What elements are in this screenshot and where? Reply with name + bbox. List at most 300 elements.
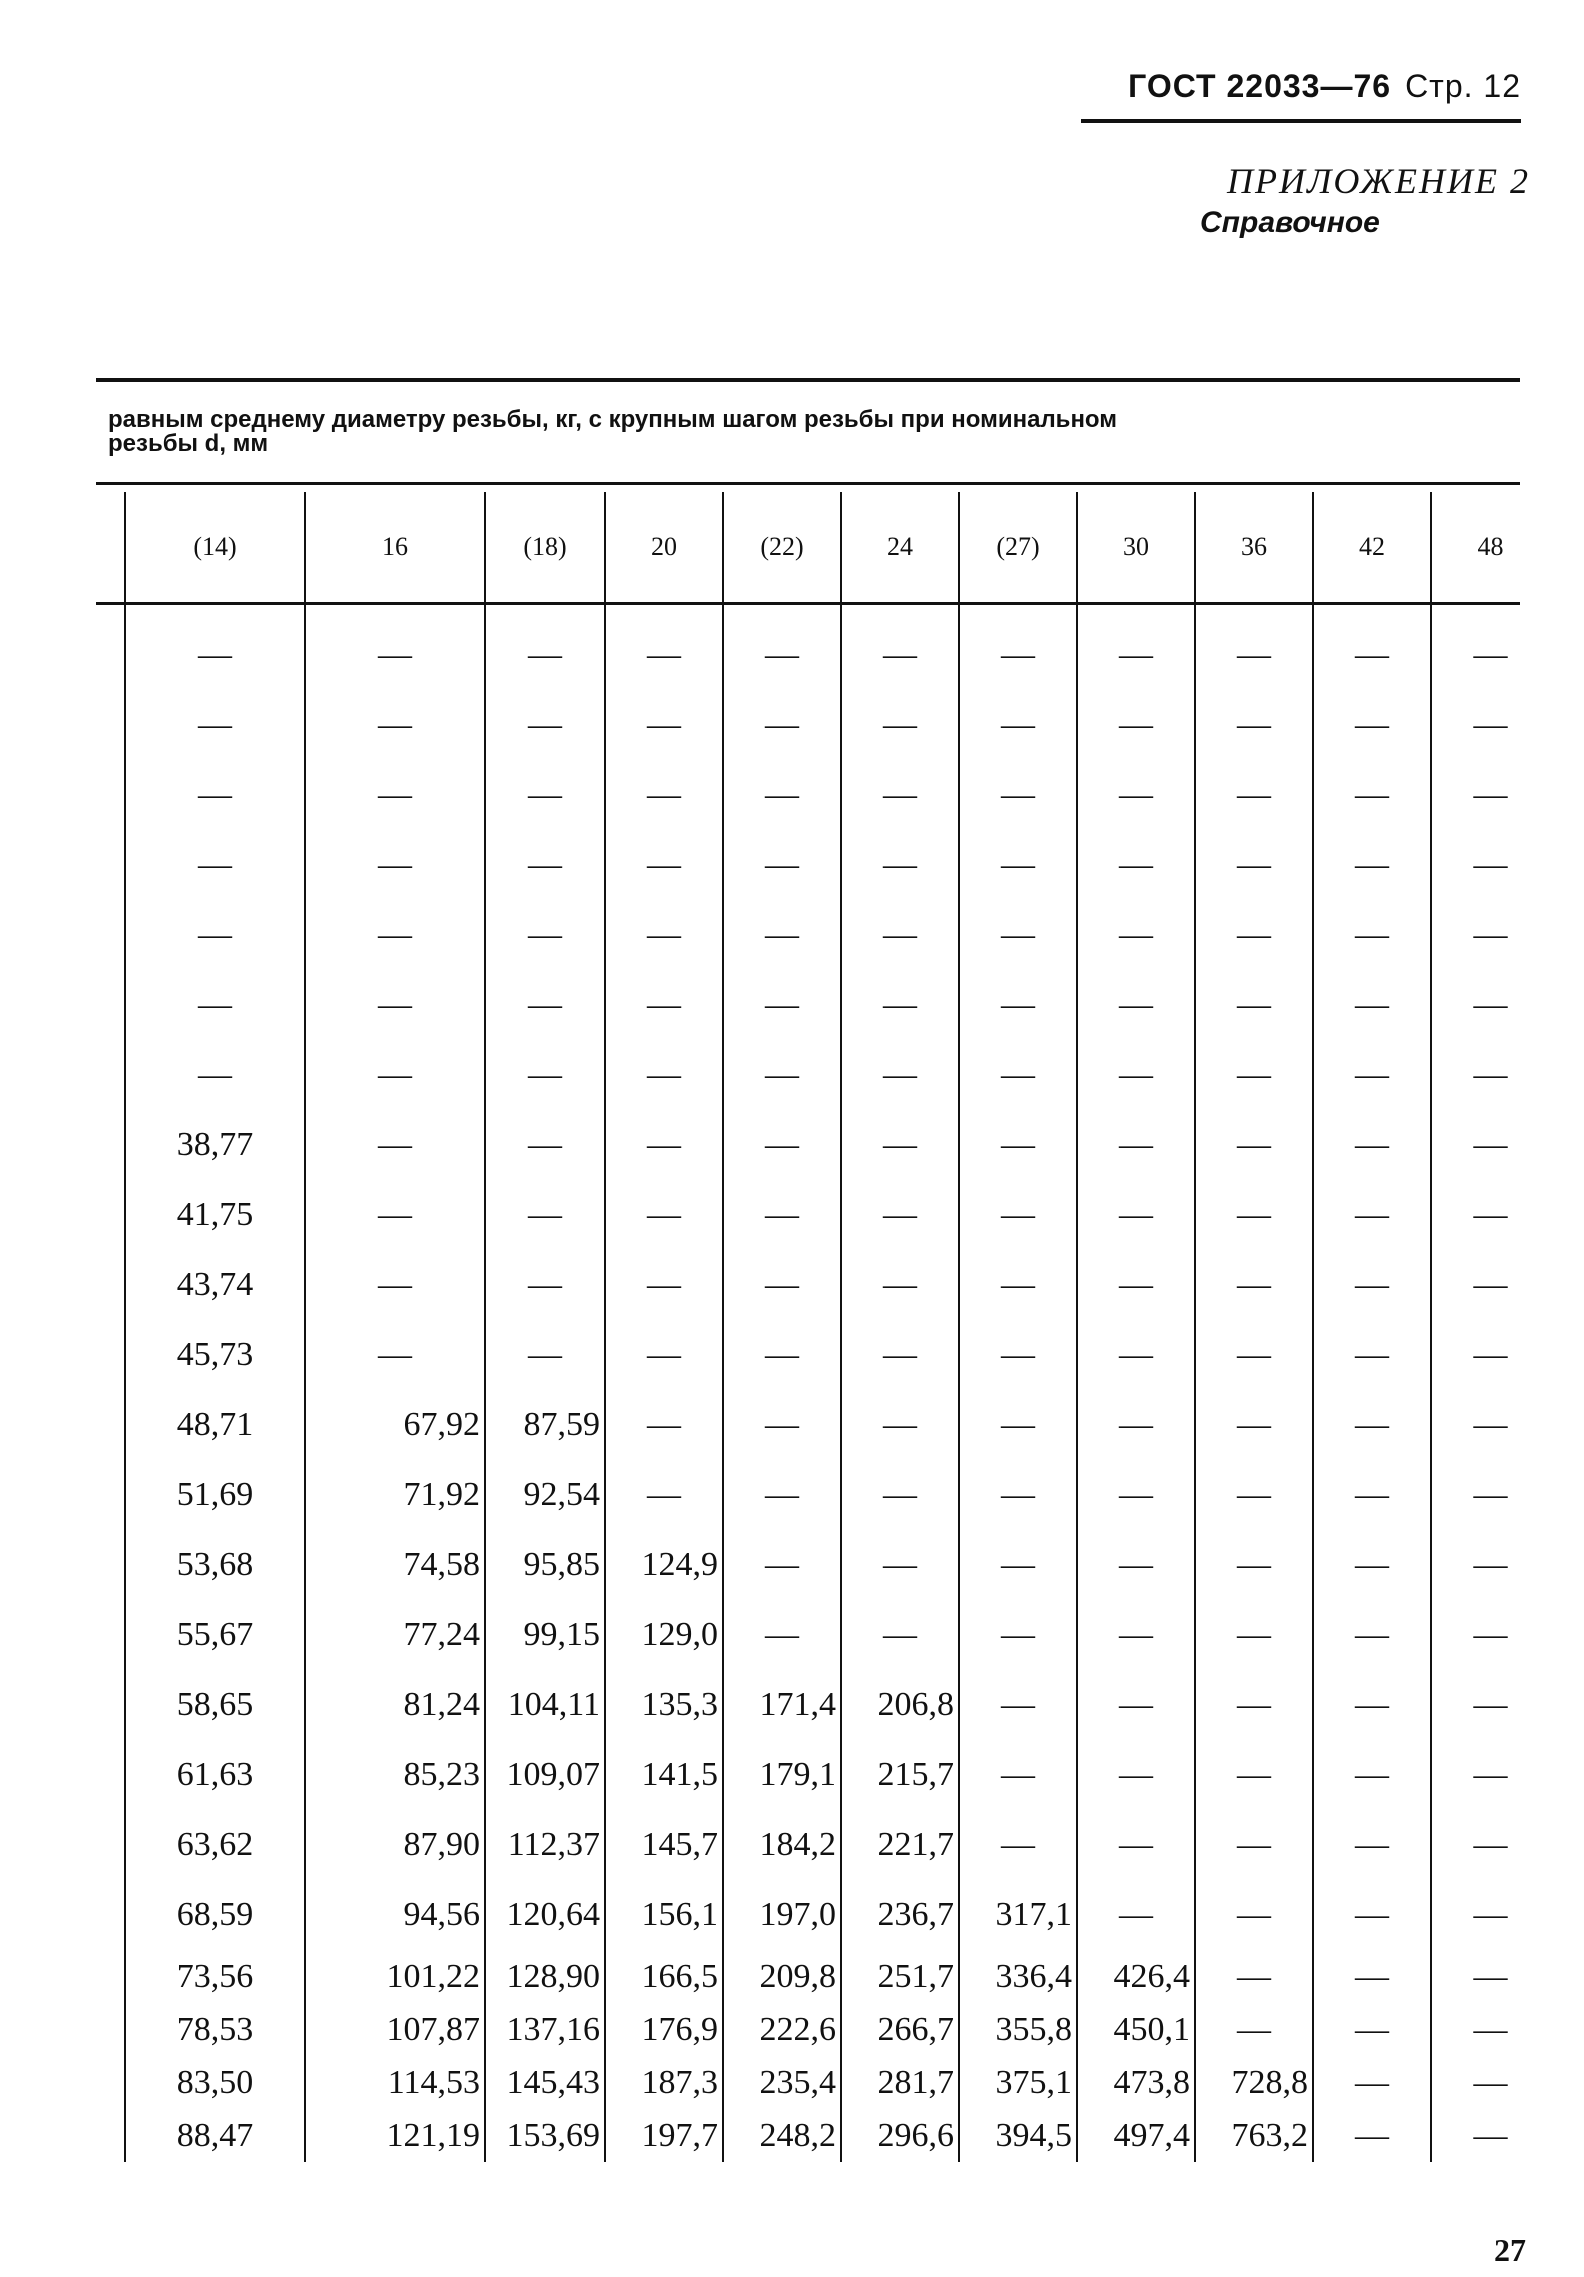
- table-cell: —: [485, 1110, 605, 1180]
- appendix-subtitle: Справочное: [1200, 206, 1380, 239]
- table-cell: —: [1077, 900, 1195, 970]
- table-cell: —: [1195, 970, 1313, 1040]
- table-row: [125, 2003, 1549, 2056]
- table-cell: 87,90: [305, 1810, 485, 1880]
- table-cell: 187,3: [605, 2056, 723, 2109]
- table-cell: 141,5: [605, 1740, 723, 1810]
- table-cell: —: [1195, 1320, 1313, 1390]
- table-cell: 166,5: [605, 1950, 723, 2003]
- spacer-cell: [605, 602, 723, 620]
- table-cell: 473,8: [1077, 2056, 1195, 2109]
- table-cell: —: [1195, 1460, 1313, 1530]
- table-cell: —: [1077, 1390, 1195, 1460]
- table-cell: —: [1431, 1040, 1549, 1110]
- table-cell: 94,56: [305, 1880, 485, 1950]
- table-cell: —: [1313, 1320, 1431, 1390]
- table-cell: —: [1195, 1810, 1313, 1880]
- column-header: (18): [485, 492, 605, 602]
- table-cell: —: [1077, 970, 1195, 1040]
- table-cell: —: [959, 690, 1077, 760]
- table-cell: 120,64: [485, 1880, 605, 1950]
- table-cell: —: [1077, 1530, 1195, 1600]
- table-cell: 763,2: [1195, 2109, 1313, 2162]
- table-cell: —: [959, 1390, 1077, 1460]
- table-cell: —: [125, 830, 305, 900]
- table-cell: 266,7: [841, 2003, 959, 2056]
- table-cell: —: [605, 1180, 723, 1250]
- table-cell: 55,67: [125, 1600, 305, 1670]
- table-cell: —: [1431, 900, 1549, 970]
- table-cell: —: [605, 620, 723, 690]
- table-cell: 74,58: [305, 1530, 485, 1600]
- table-row: [125, 1600, 1549, 1670]
- table-cell: —: [605, 1110, 723, 1180]
- table-cell: —: [485, 620, 605, 690]
- table-cell: 251,7: [841, 1950, 959, 2003]
- table-cell: —: [723, 900, 841, 970]
- table-row: [125, 1320, 1549, 1390]
- table-cell: 153,69: [485, 2109, 605, 2162]
- table-cell: —: [485, 830, 605, 900]
- table-cell: 145,7: [605, 1810, 723, 1880]
- table-cell: —: [305, 620, 485, 690]
- table-cell: —: [1313, 900, 1431, 970]
- table-cell: —: [841, 1460, 959, 1530]
- table-cell: —: [125, 970, 305, 1040]
- table-cell: 209,8: [723, 1950, 841, 2003]
- table-cell: 176,9: [605, 2003, 723, 2056]
- table-cell: —: [1431, 690, 1549, 760]
- column-header: (22): [723, 492, 841, 602]
- table-row: [125, 1460, 1549, 1530]
- table-cell: —: [1195, 1110, 1313, 1180]
- table-cell: —: [841, 1250, 959, 1320]
- table-cell: —: [1313, 1390, 1431, 1460]
- table-cell: 87,59: [485, 1390, 605, 1460]
- caption-rule: [96, 482, 1520, 485]
- table-cell: —: [1431, 1670, 1549, 1740]
- table-cell: 45,73: [125, 1320, 305, 1390]
- table-cell: —: [1431, 760, 1549, 830]
- table-spacer-row: [125, 602, 1549, 620]
- table-cell: —: [485, 760, 605, 830]
- table-cell: —: [1195, 830, 1313, 900]
- table-cell: —: [305, 900, 485, 970]
- table-row: [125, 1880, 1549, 1950]
- table-cell: —: [1195, 1740, 1313, 1810]
- table-cell: —: [605, 1040, 723, 1110]
- column-header: 42: [1313, 492, 1431, 602]
- table-cell: —: [1431, 1390, 1549, 1460]
- caption-line-1: равным среднему диаметру резьбы, кг, с крупным шагом резьбы при номинальном: [108, 406, 1118, 433]
- spacer-cell: [1431, 602, 1549, 620]
- table-cell: —: [485, 1180, 605, 1250]
- data-table: [124, 492, 1549, 2162]
- table-cell: —: [125, 690, 305, 760]
- table-cell: —: [1195, 2003, 1313, 2056]
- table-cell: —: [1195, 1250, 1313, 1320]
- table-row: [125, 760, 1549, 830]
- table-cell: —: [605, 1390, 723, 1460]
- table-cell: —: [1195, 1880, 1313, 1950]
- column-header: 48: [1431, 492, 1549, 602]
- table-cell: —: [1195, 1670, 1313, 1740]
- table-cell: —: [1195, 690, 1313, 760]
- spacer-cell: [125, 602, 305, 620]
- table-cell: —: [605, 760, 723, 830]
- table-cell: —: [305, 970, 485, 1040]
- table-cell: —: [1431, 1530, 1549, 1600]
- table-cell: —: [1195, 1950, 1313, 2003]
- table-cell: —: [1195, 1530, 1313, 1600]
- table-cell: —: [1313, 2056, 1431, 2109]
- table-cell: —: [723, 970, 841, 1040]
- table-cell: —: [1195, 1390, 1313, 1460]
- column-header-row: [125, 492, 1549, 602]
- spacer-cell: [1077, 602, 1195, 620]
- table-cell: —: [841, 620, 959, 690]
- table-cell: —: [305, 1250, 485, 1320]
- table-cell: 92,54: [485, 1460, 605, 1530]
- table-cell: —: [605, 900, 723, 970]
- table-cell: —: [1313, 1880, 1431, 1950]
- table-cell: —: [723, 1180, 841, 1250]
- table-cell: —: [1195, 1180, 1313, 1250]
- table-cell: —: [1431, 1740, 1549, 1810]
- table-cell: —: [305, 760, 485, 830]
- table-cell: —: [125, 1040, 305, 1110]
- table-cell: —: [959, 760, 1077, 830]
- table-cell: 112,37: [485, 1810, 605, 1880]
- table-row: [125, 1740, 1549, 1810]
- table-cell: —: [723, 1250, 841, 1320]
- table-cell: —: [1431, 1320, 1549, 1390]
- table-cell: —: [125, 760, 305, 830]
- header-rule: [1081, 119, 1521, 123]
- table-cell: —: [959, 1600, 1077, 1670]
- appendix-block: [1200, 160, 1530, 240]
- table-row: [125, 1390, 1549, 1460]
- table-cell: —: [125, 620, 305, 690]
- table-cell: —: [723, 690, 841, 760]
- spacer-cell: [1313, 602, 1431, 620]
- spacer-cell: [723, 602, 841, 620]
- table-cell: —: [959, 1530, 1077, 1600]
- table-cell: —: [959, 620, 1077, 690]
- table-cell: —: [723, 760, 841, 830]
- table-row: [125, 1040, 1549, 1110]
- table-body: [125, 602, 1549, 2162]
- table-cell: 88,47: [125, 2109, 305, 2162]
- table-cell: —: [1313, 1460, 1431, 1530]
- table-cell: 450,1: [1077, 2003, 1195, 2056]
- table-cell: —: [1313, 1530, 1431, 1600]
- table-cell: —: [1077, 1110, 1195, 1180]
- table-cell: —: [1431, 1180, 1549, 1250]
- table-cell: —: [1077, 690, 1195, 760]
- table-cell: 71,92: [305, 1460, 485, 1530]
- table-cell: 248,2: [723, 2109, 841, 2162]
- table-cell: 124,9: [605, 1530, 723, 1600]
- table-row: [125, 690, 1549, 760]
- table-cell: —: [841, 1600, 959, 1670]
- table-cell: —: [125, 900, 305, 970]
- table-cell: —: [841, 1530, 959, 1600]
- table-cell: 107,87: [305, 2003, 485, 2056]
- table-cell: 235,4: [723, 2056, 841, 2109]
- table-cell: —: [841, 900, 959, 970]
- page-number: 27: [1494, 2232, 1526, 2268]
- table-row: [125, 1530, 1549, 1600]
- table-cell: 184,2: [723, 1810, 841, 1880]
- table-cell: —: [959, 1250, 1077, 1320]
- table-cell: —: [959, 830, 1077, 900]
- table-cell: —: [305, 1180, 485, 1250]
- page-label: Стр. 12: [1405, 68, 1521, 104]
- table-cell: —: [1431, 2056, 1549, 2109]
- table-row: [125, 1810, 1549, 1880]
- table-cell: —: [1077, 1320, 1195, 1390]
- table-cell: 156,1: [605, 1880, 723, 1950]
- table-cell: —: [841, 1110, 959, 1180]
- spacer-cell: [959, 602, 1077, 620]
- table-cell: —: [605, 690, 723, 760]
- table-cell: —: [1431, 1460, 1549, 1530]
- table-row: [125, 1250, 1549, 1320]
- table-cell: —: [1077, 620, 1195, 690]
- table-cell: 38,77: [125, 1110, 305, 1180]
- table-cell: —: [723, 1600, 841, 1670]
- table-cell: —: [1431, 2003, 1549, 2056]
- table-cell: 109,07: [485, 1740, 605, 1810]
- table-cell: —: [1431, 1250, 1549, 1320]
- table-row: [125, 2056, 1549, 2109]
- table-cell: —: [485, 690, 605, 760]
- table-caption: [108, 408, 1408, 456]
- table-cell: 336,4: [959, 1950, 1077, 2003]
- table-cell: 394,5: [959, 2109, 1077, 2162]
- table-cell: —: [959, 1460, 1077, 1530]
- table-cell: 85,23: [305, 1740, 485, 1810]
- table-cell: —: [1313, 970, 1431, 1040]
- table-cell: —: [723, 1110, 841, 1180]
- table-cell: 48,71: [125, 1390, 305, 1460]
- table-cell: —: [959, 1110, 1077, 1180]
- table-cell: —: [1431, 1600, 1549, 1670]
- table-cell: —: [959, 1740, 1077, 1810]
- table-cell: —: [1431, 1950, 1549, 2003]
- table-cell: —: [605, 1320, 723, 1390]
- table-cell: —: [1077, 1180, 1195, 1250]
- table-cell: —: [305, 1110, 485, 1180]
- table-cell: —: [1077, 1880, 1195, 1950]
- table-cell: —: [1077, 1460, 1195, 1530]
- table-top-rule: [96, 378, 1520, 382]
- table-cell: —: [1195, 620, 1313, 690]
- table-cell: —: [1195, 1600, 1313, 1670]
- table-cell: 215,7: [841, 1740, 959, 1810]
- table-cell: 375,1: [959, 2056, 1077, 2109]
- table-cell: —: [1077, 760, 1195, 830]
- table-cell: —: [1313, 1950, 1431, 2003]
- table-cell: 114,53: [305, 2056, 485, 2109]
- table-cell: 221,7: [841, 1810, 959, 1880]
- table-cell: —: [1077, 1740, 1195, 1810]
- table-cell: —: [723, 830, 841, 900]
- table-cell: —: [1431, 1810, 1549, 1880]
- caption-line-2: резьбы d, мм: [108, 430, 269, 457]
- table-cell: 426,4: [1077, 1950, 1195, 2003]
- table-cell: —: [1195, 1040, 1313, 1110]
- table-cell: —: [1313, 1180, 1431, 1250]
- spacer-cell: [1195, 602, 1313, 620]
- appendix-title: ПРИЛОЖЕНИЕ 2: [1227, 161, 1530, 201]
- table-cell: 121,19: [305, 2109, 485, 2162]
- table-cell: —: [959, 1670, 1077, 1740]
- table-cell: —: [305, 690, 485, 760]
- table-cell: 497,4: [1077, 2109, 1195, 2162]
- table-cell: 104,11: [485, 1670, 605, 1740]
- table-cell: —: [841, 1320, 959, 1390]
- table-cell: —: [1431, 830, 1549, 900]
- table-row: [125, 620, 1549, 690]
- column-header: (14): [125, 492, 305, 602]
- table-cell: 51,69: [125, 1460, 305, 1530]
- table-cell: 197,7: [605, 2109, 723, 2162]
- table-cell: 83,50: [125, 2056, 305, 2109]
- table-cell: —: [1077, 1250, 1195, 1320]
- spacer-cell: [305, 602, 485, 620]
- table-cell: —: [959, 1810, 1077, 1880]
- table-cell: 236,7: [841, 1880, 959, 1950]
- table-row: [125, 1950, 1549, 2003]
- table-cell: 95,85: [485, 1530, 605, 1600]
- table-row: [125, 830, 1549, 900]
- table-row: [125, 2109, 1549, 2162]
- table-cell: —: [1313, 1250, 1431, 1320]
- table-cell: 135,3: [605, 1670, 723, 1740]
- table-cell: —: [723, 1530, 841, 1600]
- table-cell: 43,74: [125, 1250, 305, 1320]
- table-cell: —: [1313, 620, 1431, 690]
- column-header: 16: [305, 492, 485, 602]
- table-cell: 53,68: [125, 1530, 305, 1600]
- table-cell: —: [1077, 1600, 1195, 1670]
- table-cell: —: [723, 1460, 841, 1530]
- table-cell: —: [841, 1180, 959, 1250]
- table-cell: 128,90: [485, 1950, 605, 2003]
- table-row: [125, 970, 1549, 1040]
- table-cell: —: [841, 690, 959, 760]
- table-cell: 281,7: [841, 2056, 959, 2109]
- table-row: [125, 1110, 1549, 1180]
- table-cell: —: [1313, 2003, 1431, 2056]
- standard-designation: [1081, 68, 1521, 105]
- table-cell: —: [1431, 1880, 1549, 1950]
- table-cell: —: [1077, 1040, 1195, 1110]
- standard-number: ГОСТ 22033—76: [1128, 68, 1392, 104]
- table-cell: 99,15: [485, 1600, 605, 1670]
- table-cell: —: [1431, 1110, 1549, 1180]
- table-row: [125, 1180, 1549, 1250]
- table-cell: 129,0: [605, 1600, 723, 1670]
- table-cell: —: [959, 900, 1077, 970]
- table-cell: 145,43: [485, 2056, 605, 2109]
- table-cell: 296,6: [841, 2109, 959, 2162]
- table-cell: 58,65: [125, 1670, 305, 1740]
- table-cell: —: [1431, 970, 1549, 1040]
- table-cell: —: [1313, 830, 1431, 900]
- table-cell: —: [1077, 1670, 1195, 1740]
- table-cell: —: [959, 1320, 1077, 1390]
- table-cell: —: [1313, 1810, 1431, 1880]
- table-cell: 355,8: [959, 2003, 1077, 2056]
- column-header: (27): [959, 492, 1077, 602]
- table-cell: —: [305, 1320, 485, 1390]
- table-cell: 222,6: [723, 2003, 841, 2056]
- table-cell: —: [485, 970, 605, 1040]
- table-cell: 81,24: [305, 1670, 485, 1740]
- table-cell: 41,75: [125, 1180, 305, 1250]
- column-header: 20: [605, 492, 723, 602]
- table-cell: —: [1431, 2109, 1549, 2162]
- table-cell: —: [841, 1040, 959, 1110]
- table-cell: —: [1313, 1040, 1431, 1110]
- table-cell: —: [1313, 1670, 1431, 1740]
- table-cell: —: [723, 620, 841, 690]
- table-cell: 179,1: [723, 1740, 841, 1810]
- table-cell: —: [959, 1040, 1077, 1110]
- table-cell: —: [841, 1390, 959, 1460]
- table-cell: 137,16: [485, 2003, 605, 2056]
- table-cell: —: [485, 1250, 605, 1320]
- table-cell: —: [1313, 690, 1431, 760]
- table-cell: 78,53: [125, 2003, 305, 2056]
- table-cell: —: [605, 1250, 723, 1320]
- table-cell: —: [1313, 1740, 1431, 1810]
- table-cell: —: [841, 970, 959, 1040]
- table-cell: —: [723, 1390, 841, 1460]
- table-row: [125, 1670, 1549, 1740]
- table-cell: —: [959, 1180, 1077, 1250]
- table-cell: —: [485, 1320, 605, 1390]
- column-header: 36: [1195, 492, 1313, 602]
- table-cell: 206,8: [841, 1670, 959, 1740]
- table-cell: 73,56: [125, 1950, 305, 2003]
- table-cell: —: [1313, 1110, 1431, 1180]
- table-cell: 67,92: [305, 1390, 485, 1460]
- table-cell: 61,63: [125, 1740, 305, 1810]
- table-cell: —: [1077, 1810, 1195, 1880]
- table-cell: —: [605, 970, 723, 1040]
- table-cell: 317,1: [959, 1880, 1077, 1950]
- table-cell: 101,22: [305, 1950, 485, 2003]
- spacer-cell: [485, 602, 605, 620]
- column-header: 24: [841, 492, 959, 602]
- table-cell: —: [485, 1040, 605, 1110]
- table-cell: —: [1077, 830, 1195, 900]
- table-cell: —: [1313, 2109, 1431, 2162]
- table-cell: —: [605, 830, 723, 900]
- table-cell: 77,24: [305, 1600, 485, 1670]
- table-cell: —: [841, 760, 959, 830]
- table-cell: —: [1313, 1600, 1431, 1670]
- table-cell: —: [1195, 760, 1313, 830]
- table-cell: —: [1313, 760, 1431, 830]
- table-cell: 171,4: [723, 1670, 841, 1740]
- table-row: [125, 900, 1549, 970]
- page-header: [1081, 68, 1521, 123]
